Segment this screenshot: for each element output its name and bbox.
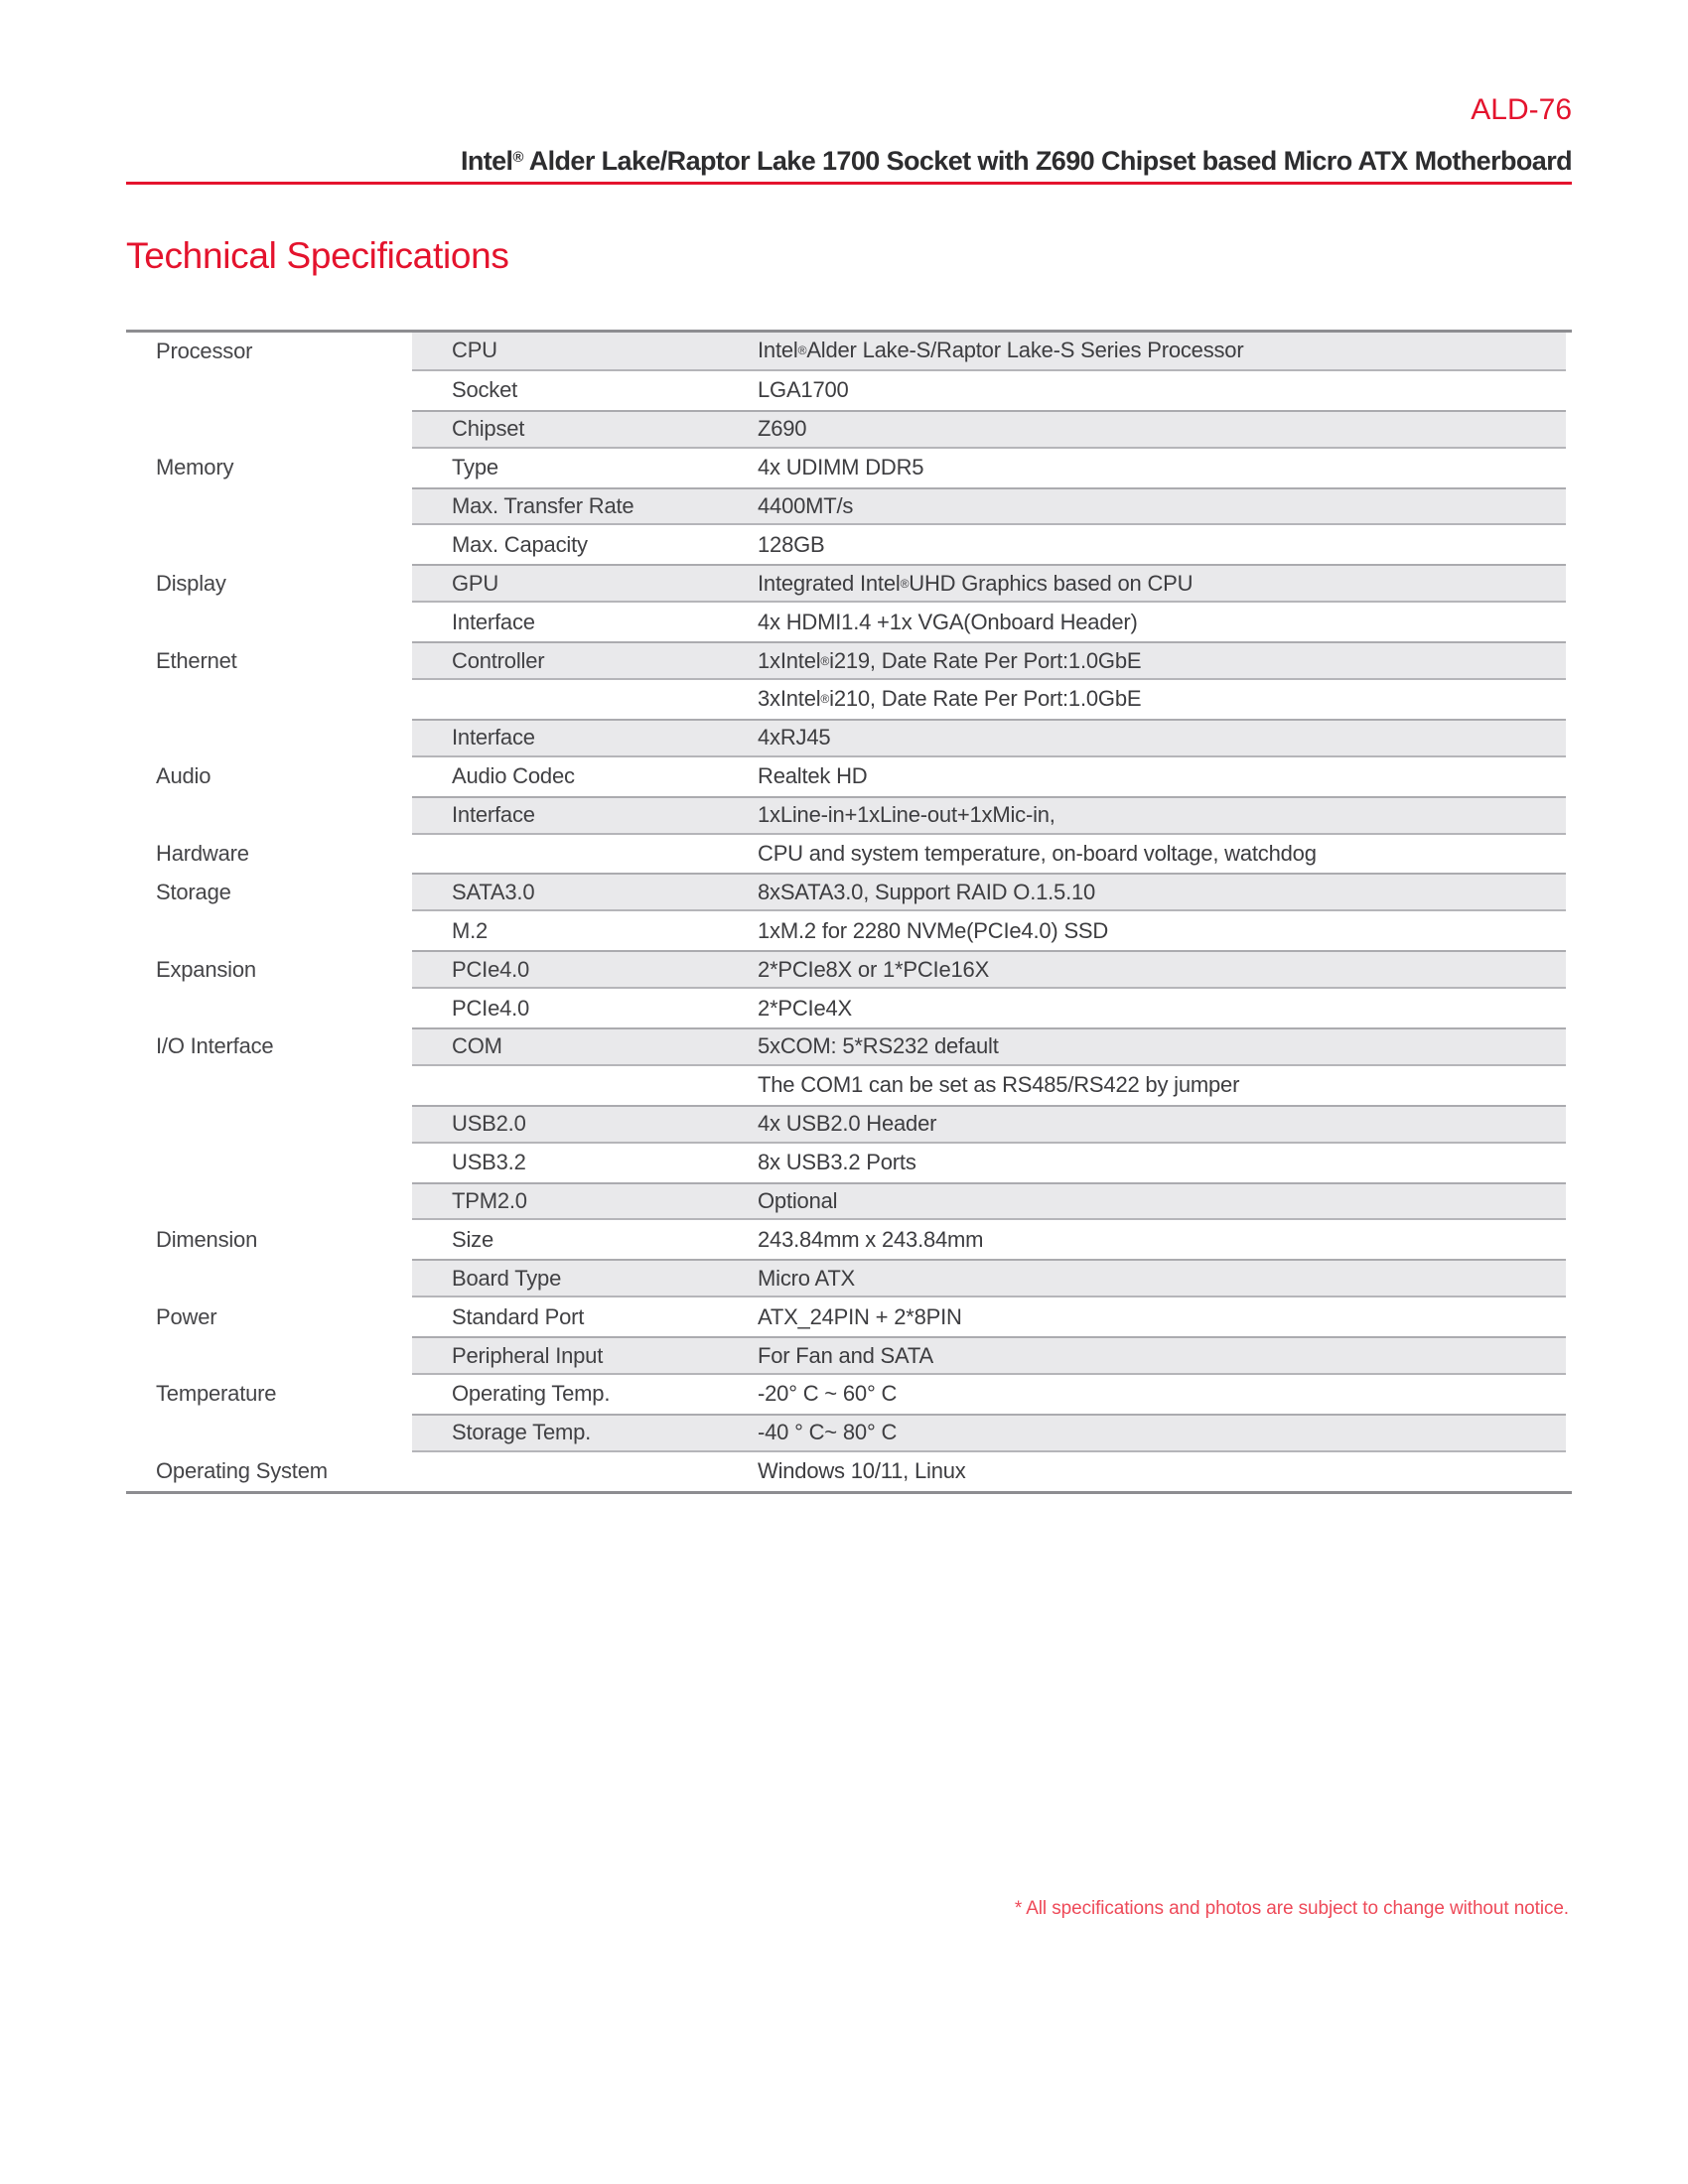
spec-category <box>126 603 412 641</box>
spec-value: Intel ® Alder Lake-S/Raptor Lake-S Series Processor <box>758 338 1244 363</box>
spec-category <box>126 1105 412 1144</box>
spec-label: USB2.0 <box>452 1111 526 1137</box>
spec-category: Memory <box>156 455 234 480</box>
spec-row <box>126 757 1572 796</box>
spec-label: SATA3.0 <box>452 879 535 904</box>
spec-category <box>126 1336 412 1375</box>
spec-row-content <box>412 564 1566 603</box>
spec-row-content <box>412 1066 1566 1105</box>
spec-row <box>126 1375 1572 1414</box>
spec-value: 4xRJ45 <box>758 725 831 751</box>
spec-row <box>126 1220 1572 1259</box>
spec-row-content <box>412 1297 1566 1336</box>
spec-label: Storage Temp. <box>452 1420 592 1445</box>
spec-row-content <box>412 1105 1566 1144</box>
model-number: ALD-76 <box>1471 93 1572 126</box>
spec-row <box>126 719 1572 757</box>
spec-label: Max. Capacity <box>452 531 588 557</box>
spec-row-content <box>412 1182 1566 1221</box>
spec-row <box>126 1452 1572 1491</box>
spec-category: Audio <box>156 763 211 789</box>
header-product-title: Intel® Alder Lake/Raptor Lake 1700 Socket with Z690 Chipset based Micro ATX Motherboard <box>460 146 1572 176</box>
spec-label: Audio Codec <box>452 763 575 789</box>
spec-category <box>126 1182 412 1221</box>
spec-value: 4x USB2.0 Header <box>758 1111 937 1137</box>
spec-value: LGA1700 <box>758 377 849 403</box>
spec-row <box>126 1105 1572 1144</box>
spec-row <box>126 1297 1572 1336</box>
spec-row-content <box>412 1259 1566 1297</box>
spec-value: Optional <box>758 1188 838 1214</box>
spec-row-content <box>412 950 1566 989</box>
spec-row-content <box>412 449 1566 487</box>
spec-label: Controller <box>452 647 545 673</box>
spec-label: USB3.2 <box>452 1150 526 1175</box>
spec-value: 2*PCIe4X <box>758 995 853 1021</box>
spec-category <box>126 796 412 835</box>
spec-row-content <box>412 333 1566 371</box>
spec-label: Interface <box>452 725 535 751</box>
header-divider-line <box>126 182 1572 185</box>
spec-row <box>126 989 1572 1027</box>
spec-category: I/O Interface <box>156 1033 274 1059</box>
spec-category: Ethernet <box>156 647 237 673</box>
spec-row <box>126 1414 1572 1452</box>
spec-category <box>126 1259 412 1297</box>
spec-category: Power <box>156 1303 217 1329</box>
spec-value: CPU and system temperature, on-board voltage, watchdog <box>758 841 1317 867</box>
spec-row <box>126 410 1572 449</box>
spec-label: CPU <box>452 338 497 363</box>
spec-label <box>412 680 758 719</box>
spec-value: 5xCOM: 5*RS232 default <box>758 1033 999 1059</box>
spec-row-content <box>412 603 1566 641</box>
spec-row <box>126 333 1572 371</box>
section-title: Technical Specifications <box>126 235 509 276</box>
spec-value: 4x HDMI1.4 +1x VGA(Onboard Header) <box>758 609 1138 634</box>
spec-category <box>126 719 412 757</box>
spec-value: Micro ATX <box>758 1265 856 1291</box>
spec-row-content <box>412 1375 1566 1414</box>
spec-row-content <box>412 719 1566 757</box>
spec-category <box>126 1066 412 1105</box>
spec-table <box>126 330 1572 1494</box>
spec-category <box>126 911 412 950</box>
spec-label <box>412 1452 758 1491</box>
spec-row-content <box>412 911 1566 950</box>
spec-row <box>126 873 1572 911</box>
spec-row-content <box>412 873 1566 911</box>
spec-label: Chipset <box>452 416 525 442</box>
spec-value: 243.84mm x 243.84mm <box>758 1226 984 1252</box>
spec-category: Operating System <box>156 1458 328 1484</box>
spec-label: M.2 <box>452 917 489 943</box>
spec-row <box>126 1144 1572 1182</box>
registered-trademark-symbol: ® <box>512 149 523 166</box>
spec-value: 1xM.2 for 2280 NVMe(PCIe4.0) SSD <box>758 917 1109 943</box>
spec-row <box>126 487 1572 526</box>
spec-value: ATX_24PIN + 2*8PIN <box>758 1303 962 1329</box>
spec-label: Board Type <box>452 1265 562 1291</box>
spec-category <box>126 525 412 564</box>
spec-row <box>126 371 1572 410</box>
spec-row <box>126 564 1572 603</box>
spec-row <box>126 1259 1572 1297</box>
spec-row <box>126 835 1572 874</box>
spec-row <box>126 525 1572 564</box>
spec-value: 8x USB3.2 Ports <box>758 1150 916 1175</box>
spec-label: Interface <box>452 802 535 828</box>
spec-label <box>412 835 758 874</box>
spec-row <box>126 1066 1572 1105</box>
spec-category <box>126 989 412 1027</box>
spec-category: Hardware <box>156 841 249 867</box>
spec-value: -40 ° C~ 80° C <box>758 1420 898 1445</box>
spec-category: Processor <box>156 339 253 364</box>
spec-label <box>412 1066 758 1105</box>
spec-value: For Fan and SATA <box>758 1342 933 1368</box>
spec-row-content <box>412 641 1566 680</box>
spec-category <box>126 371 412 410</box>
spec-value: Windows 10/11, Linux <box>758 1458 966 1484</box>
spec-label: Socket <box>452 377 518 403</box>
spec-label: Size <box>452 1226 493 1252</box>
spec-row <box>126 1027 1572 1066</box>
spec-category <box>126 1144 412 1182</box>
spec-row-content <box>412 835 1566 874</box>
spec-label: Interface <box>452 609 535 634</box>
spec-label: TPM2.0 <box>452 1188 527 1214</box>
spec-row-content <box>412 757 1566 796</box>
spec-row-content <box>412 1452 1566 1491</box>
spec-row <box>126 1336 1572 1375</box>
spec-row-content <box>412 989 1566 1027</box>
spec-category: Expansion <box>156 956 256 982</box>
spec-row <box>126 950 1572 989</box>
spec-value: 3xIntel ® i210, Date Rate Per Port:1.0GbE <box>758 686 1142 712</box>
spec-value: 128GB <box>758 531 825 557</box>
spec-category: Temperature <box>156 1381 277 1407</box>
spec-value: 1xLine-in+1xLine-out+1xMic-in, <box>758 802 1055 828</box>
spec-row-content <box>412 525 1566 564</box>
spec-category: Display <box>156 570 226 596</box>
footnote: * All specifications and photos are subject to change without notice. <box>1014 1898 1569 1919</box>
spec-value: -20° C ~ 60° C <box>758 1381 898 1407</box>
spec-value: 4400MT/s <box>758 493 854 518</box>
spec-row <box>126 680 1572 719</box>
spec-value: 4x UDIMM DDR5 <box>758 455 924 480</box>
spec-value: 8xSATA3.0, Support RAID O.1.5.10 <box>758 879 1096 904</box>
spec-value: 2*PCIe8X or 1*PCIe16X <box>758 956 990 982</box>
spec-label: Peripheral Input <box>452 1342 604 1368</box>
spec-label: Standard Port <box>452 1303 585 1329</box>
spec-value: Z690 <box>758 416 807 442</box>
spec-label: GPU <box>452 570 499 596</box>
spec-label: Type <box>452 455 498 480</box>
spec-row-content <box>412 1220 1566 1259</box>
spec-label: PCIe4.0 <box>452 956 530 982</box>
spec-row-content <box>412 1027 1566 1066</box>
spec-row <box>126 796 1572 835</box>
spec-row-content <box>412 1336 1566 1375</box>
spec-row <box>126 911 1572 950</box>
spec-row-content <box>412 796 1566 835</box>
spec-row-content <box>412 371 1566 410</box>
spec-label: COM <box>452 1033 502 1059</box>
spec-row <box>126 449 1572 487</box>
spec-row <box>126 641 1572 680</box>
spec-row <box>126 603 1572 641</box>
spec-value: The COM1 can be set as RS485/RS422 by jumper <box>758 1072 1240 1098</box>
spec-category <box>126 487 412 526</box>
spec-row-content <box>412 410 1566 449</box>
spec-label: Max. Transfer Rate <box>452 493 634 518</box>
spec-row <box>126 1182 1572 1221</box>
spec-row-content <box>412 1414 1566 1452</box>
spec-value: Realtek HD <box>758 763 868 789</box>
spec-row-content <box>412 1144 1566 1182</box>
spec-category <box>126 1414 412 1452</box>
spec-category: Dimension <box>156 1226 258 1252</box>
spec-category <box>126 680 412 719</box>
spec-value: Integrated Intel ® UHD Graphics based on CPU <box>758 570 1194 596</box>
spec-row-content <box>412 680 1566 719</box>
spec-value: 1xIntel ® i219, Date Rate Per Port:1.0GbE <box>758 647 1142 673</box>
spec-label: PCIe4.0 <box>452 995 530 1021</box>
spec-category: Storage <box>156 879 231 904</box>
spec-category <box>126 410 412 449</box>
spec-label: Operating Temp. <box>452 1381 611 1407</box>
spec-row-content <box>412 487 1566 526</box>
